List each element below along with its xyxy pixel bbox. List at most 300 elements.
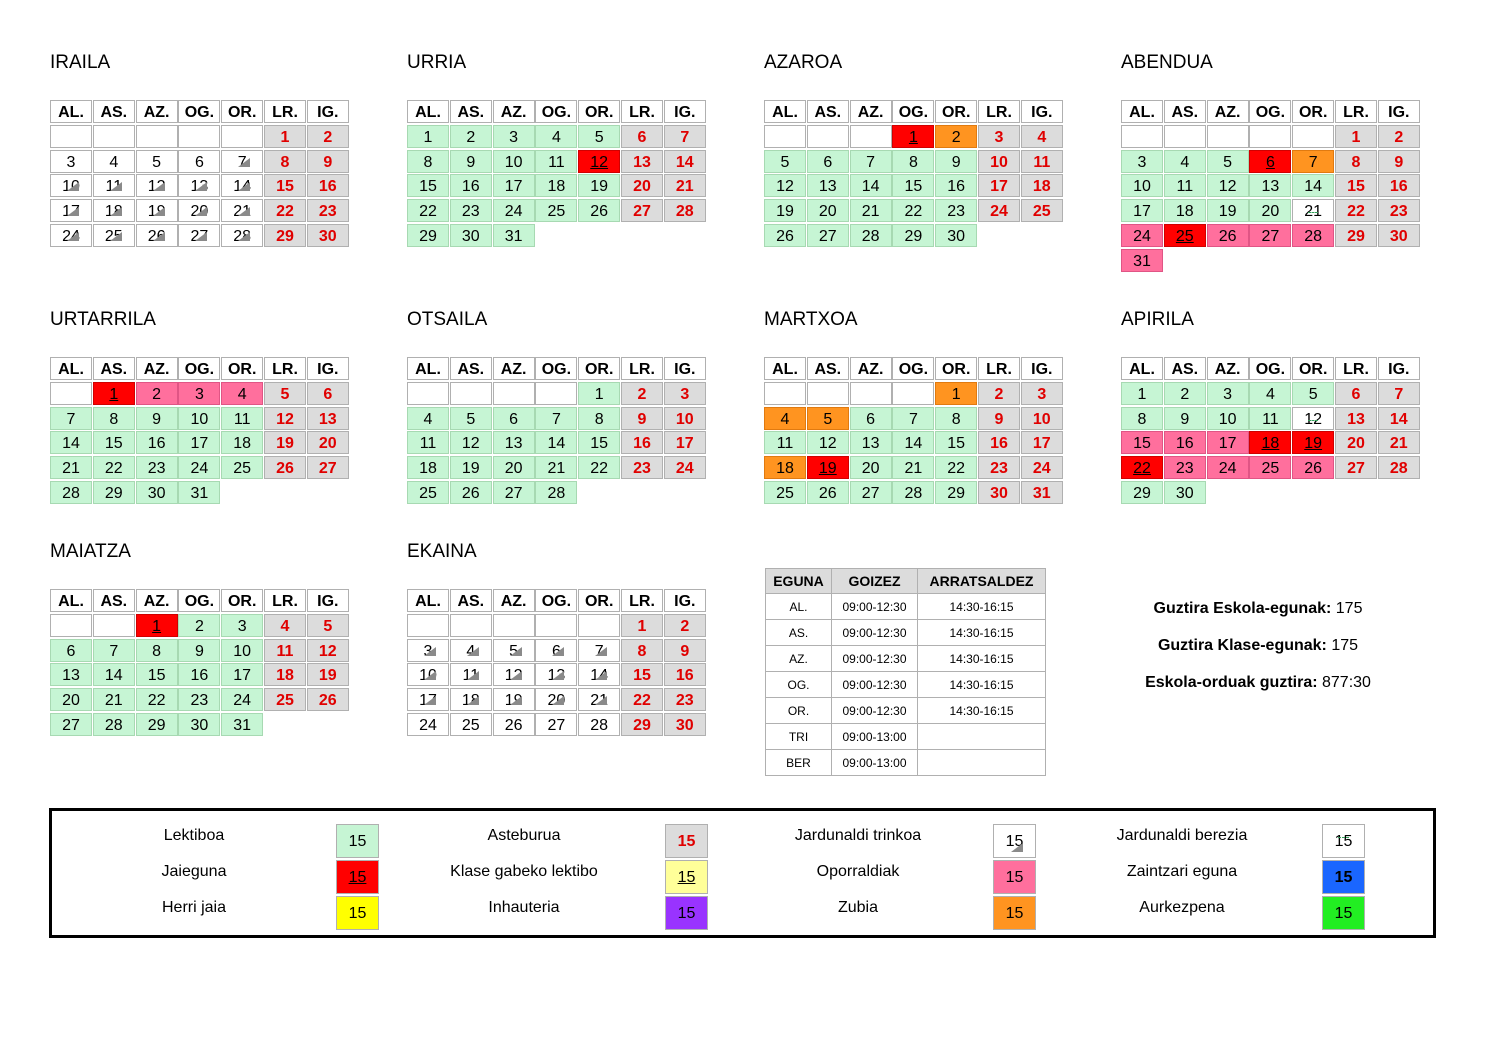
day-cell: 23 [136, 456, 178, 479]
empty-day-cell [807, 382, 849, 405]
day-cell: 19 [264, 431, 306, 454]
day-cell: 6 [850, 407, 892, 430]
day-cell: 28 [664, 199, 706, 222]
day-cell: 8 [93, 407, 135, 430]
day-cell: 25 [1021, 199, 1063, 222]
day-cell: 13 [621, 150, 663, 173]
total-school-hours: Eskola-orduak guztira: 877:30 [1145, 674, 1371, 691]
day-cell: 12 [307, 639, 349, 662]
day-cell: 2 [664, 614, 706, 637]
day-cell: 17 [1121, 199, 1163, 222]
weekday-header: AL. [50, 100, 92, 123]
day-cell: 7 [93, 639, 135, 662]
weekday-header: AL. [1121, 357, 1163, 380]
day-cell: 3 [1121, 150, 1163, 173]
day-cell: 16 [1378, 174, 1420, 197]
day-cell: 19 [450, 456, 492, 479]
day-cell: 24 [1021, 456, 1063, 479]
empty-day-cell [535, 614, 577, 637]
weekday-header: AS. [93, 357, 135, 380]
day-cell: 21 [664, 174, 706, 197]
day-cell: 24 [178, 456, 220, 479]
day-cell: 14 [221, 174, 263, 197]
day-cell: 22 [264, 199, 306, 222]
day-cell: 8 [621, 639, 663, 662]
day-cell: 16 [935, 174, 977, 197]
day-cell: 13 [1335, 407, 1377, 430]
day-cell: 31 [1121, 249, 1163, 272]
schedule-day: AZ. [766, 646, 832, 672]
legend-swatch: 15 [1322, 860, 1365, 894]
day-cell: 1 [407, 125, 449, 148]
day-cell: 20 [1249, 199, 1291, 222]
day-cell: 16 [307, 174, 349, 197]
legend-swatch: 15 [665, 860, 708, 894]
empty-day-cell [93, 614, 135, 637]
day-cell: 8 [935, 407, 977, 430]
day-cell: 6 [807, 150, 849, 173]
day-cell: 9 [978, 407, 1020, 430]
day-cell: 21 [578, 688, 620, 711]
day-cell: 2 [935, 125, 977, 148]
day-cell: 24 [1121, 224, 1163, 247]
day-cell: 25 [264, 688, 306, 711]
day-cell: 12 [136, 174, 178, 197]
day-cell: 9 [935, 150, 977, 173]
day-cell: 30 [136, 481, 178, 504]
schedule-day: AS. [766, 620, 832, 646]
day-cell: 5 [1207, 150, 1249, 173]
empty-day-cell [764, 382, 806, 405]
day-cell: 18 [535, 174, 577, 197]
weekday-header: AZ. [1207, 100, 1249, 123]
day-cell: 14 [93, 663, 135, 686]
day-cell: 3 [493, 125, 535, 148]
day-cell: 20 [178, 199, 220, 222]
schedule-day: OG. [766, 672, 832, 698]
month-title: URRIA [407, 52, 467, 73]
day-cell: 2 [307, 125, 349, 148]
day-cell: 15 [93, 431, 135, 454]
day-cell: 26 [136, 224, 178, 247]
schedule-header-morning: GOIZEZ [832, 569, 918, 594]
day-cell: 19 [493, 688, 535, 711]
day-cell: 10 [664, 407, 706, 430]
schedule-day: AL. [766, 594, 832, 620]
day-cell: 18 [407, 456, 449, 479]
day-cell: 20 [850, 456, 892, 479]
day-cell: 29 [1335, 224, 1377, 247]
day-cell: 4 [1164, 150, 1206, 173]
legend-label: Inhauteria [488, 899, 560, 916]
weekday-header: IG. [1378, 357, 1420, 380]
weekday-header: AL. [407, 357, 449, 380]
day-cell: 10 [178, 407, 220, 430]
legend-label: Aurkezpena [1139, 899, 1225, 916]
day-cell: 21 [535, 456, 577, 479]
schedule-row [766, 698, 1046, 724]
day-cell: 19 [136, 199, 178, 222]
day-cell: 18 [93, 199, 135, 222]
month-title: IRAILA [50, 52, 111, 73]
day-cell: 14 [535, 431, 577, 454]
day-cell: 23 [1378, 199, 1420, 222]
day-cell: 20 [493, 456, 535, 479]
weekday-header: OG. [535, 100, 577, 123]
empty-day-cell [450, 382, 492, 405]
day-cell: 15 [1335, 174, 1377, 197]
day-cell: 4 [221, 382, 263, 405]
day-cell: 5 [307, 614, 349, 637]
day-cell: 5 [807, 407, 849, 430]
empty-day-cell [850, 125, 892, 148]
day-cell: 16 [978, 431, 1020, 454]
schedule-row [766, 594, 1046, 620]
day-cell: 27 [535, 713, 577, 736]
day-cell: 22 [1121, 456, 1163, 479]
day-cell: 25 [764, 481, 806, 504]
weekday-header: AZ. [850, 357, 892, 380]
day-cell: 5 [264, 382, 306, 405]
day-cell: 17 [1021, 431, 1063, 454]
day-cell: 17 [50, 199, 92, 222]
day-cell: 22 [407, 199, 449, 222]
weekday-header: AL. [407, 589, 449, 612]
weekday-header: OR. [221, 100, 263, 123]
legend-swatch: 15 [665, 896, 708, 930]
month-title: MAIATZA [50, 541, 131, 562]
day-cell: 5 [764, 150, 806, 173]
schedule-afternoon [918, 750, 1046, 776]
legend-swatch: 15 [993, 896, 1036, 930]
day-cell: 25 [535, 199, 577, 222]
weekday-header: AS. [450, 357, 492, 380]
legend-label: Klase gabeko lektibo [450, 863, 598, 880]
day-cell: 23 [450, 199, 492, 222]
day-cell: 7 [1292, 150, 1334, 173]
day-cell: 26 [493, 713, 535, 736]
day-cell: 3 [978, 125, 1020, 148]
day-cell: 23 [621, 456, 663, 479]
day-cell: 12 [807, 431, 849, 454]
day-cell: 22 [1335, 199, 1377, 222]
day-cell: 9 [664, 639, 706, 662]
day-cell: 22 [621, 688, 663, 711]
day-cell: 4 [764, 407, 806, 430]
day-cell: 20 [535, 688, 577, 711]
day-cell: 14 [1378, 407, 1420, 430]
day-cell: 15 [136, 663, 178, 686]
day-cell: 28 [50, 481, 92, 504]
month-title: ABENDUA [1121, 52, 1213, 73]
weekday-header: AS. [93, 100, 135, 123]
empty-day-cell [50, 125, 92, 148]
day-cell: 8 [1335, 150, 1377, 173]
day-cell: 18 [221, 431, 263, 454]
day-cell: 27 [307, 456, 349, 479]
day-cell: 16 [136, 431, 178, 454]
schedule-morning: 09:00-12:30 [832, 646, 918, 672]
day-cell: 18 [1249, 431, 1291, 454]
day-cell: 11 [450, 663, 492, 686]
schedule-day: TRI [766, 724, 832, 750]
day-cell: 4 [93, 150, 135, 173]
day-cell: 18 [1164, 199, 1206, 222]
day-cell: 9 [621, 407, 663, 430]
day-cell: 27 [1335, 456, 1377, 479]
weekday-header: OG. [178, 100, 220, 123]
day-cell: 13 [535, 663, 577, 686]
weekday-header: LR. [1335, 100, 1377, 123]
weekday-header: AL. [50, 589, 92, 612]
day-cell: 13 [850, 431, 892, 454]
total-school-days: Guztira Eskola-egunak: 175 [1153, 600, 1363, 617]
day-cell: 21 [850, 199, 892, 222]
empty-day-cell [93, 125, 135, 148]
day-cell: 25 [221, 456, 263, 479]
day-cell: 13 [307, 407, 349, 430]
day-cell: 21 [1292, 199, 1334, 222]
weekday-header: OG. [535, 589, 577, 612]
weekday-header: OR. [221, 357, 263, 380]
schedule-header-row [766, 569, 1046, 594]
day-cell: 3 [664, 382, 706, 405]
day-cell: 13 [50, 663, 92, 686]
day-cell: 20 [807, 199, 849, 222]
empty-day-cell [850, 382, 892, 405]
day-cell: 29 [1121, 481, 1163, 504]
day-cell: 27 [493, 481, 535, 504]
day-cell: 7 [850, 150, 892, 173]
day-cell: 6 [307, 382, 349, 405]
day-cell: 1 [264, 125, 306, 148]
weekday-header: AZ. [136, 589, 178, 612]
day-cell: 27 [850, 481, 892, 504]
day-cell: 6 [621, 125, 663, 148]
day-cell: 4 [450, 639, 492, 662]
day-cell: 14 [1292, 174, 1334, 197]
weekday-header: OR. [1292, 357, 1334, 380]
day-cell: 30 [935, 224, 977, 247]
legend-label: Jardunaldi berezia [1116, 827, 1248, 844]
day-cell: 9 [307, 150, 349, 173]
day-cell: 20 [307, 431, 349, 454]
day-cell: 7 [664, 125, 706, 148]
weekday-header: AZ. [136, 100, 178, 123]
day-cell: 15 [578, 431, 620, 454]
day-cell: 2 [136, 382, 178, 405]
day-cell: 5 [493, 639, 535, 662]
day-cell: 22 [578, 456, 620, 479]
legend-swatch: 15 [1322, 896, 1365, 930]
day-cell: 2 [621, 382, 663, 405]
schedule-morning: 09:00-12:30 [832, 594, 918, 620]
day-cell: 5 [136, 150, 178, 173]
empty-day-cell [807, 125, 849, 148]
day-cell: 15 [935, 431, 977, 454]
day-cell: 1 [621, 614, 663, 637]
empty-day-cell [221, 125, 263, 148]
weekday-header: IG. [664, 589, 706, 612]
day-cell: 17 [1207, 431, 1249, 454]
weekday-header: LR. [264, 100, 306, 123]
day-cell: 17 [221, 663, 263, 686]
day-cell: 25 [93, 224, 135, 247]
schedule-afternoon: 14:30-16:15 [918, 672, 1046, 698]
day-cell: 18 [1021, 174, 1063, 197]
day-cell: 12 [264, 407, 306, 430]
day-cell: 18 [450, 688, 492, 711]
day-cell: 31 [221, 713, 263, 736]
day-cell: 28 [892, 481, 934, 504]
weekday-header: LR. [264, 589, 306, 612]
day-cell: 23 [1164, 456, 1206, 479]
day-cell: 5 [1292, 382, 1334, 405]
weekday-header: LR. [621, 100, 663, 123]
schedule-afternoon: 14:30-16:15 [918, 620, 1046, 646]
day-cell: 27 [178, 224, 220, 247]
day-cell: 28 [93, 713, 135, 736]
day-cell: 4 [1249, 382, 1291, 405]
day-cell: 19 [1292, 431, 1334, 454]
weekday-header: IG. [307, 589, 349, 612]
day-cell: 15 [1121, 431, 1163, 454]
day-cell: 25 [1249, 456, 1291, 479]
schedule-header-day: EGUNA [766, 569, 832, 594]
day-cell: 15 [264, 174, 306, 197]
day-cell: 24 [664, 456, 706, 479]
schedule-afternoon: 14:30-16:15 [918, 646, 1046, 672]
day-cell: 21 [93, 688, 135, 711]
day-cell: 2 [1164, 382, 1206, 405]
day-cell: 25 [1164, 224, 1206, 247]
day-cell: 23 [307, 199, 349, 222]
day-cell: 12 [1292, 407, 1334, 430]
day-cell: 27 [1249, 224, 1291, 247]
weekday-header: OR. [935, 100, 977, 123]
day-cell: 10 [1121, 174, 1163, 197]
day-cell: 12 [493, 663, 535, 686]
day-cell: 25 [407, 481, 449, 504]
day-cell: 13 [1249, 174, 1291, 197]
month-title: MARTXOA [764, 309, 858, 330]
day-cell: 1 [136, 614, 178, 637]
day-cell: 20 [621, 174, 663, 197]
day-cell: 17 [978, 174, 1020, 197]
day-cell: 24 [978, 199, 1020, 222]
day-cell: 16 [1164, 431, 1206, 454]
day-cell: 12 [578, 150, 620, 173]
schedule-header-afternoon: ARRATSALDEZ [918, 569, 1046, 594]
empty-day-cell [493, 382, 535, 405]
day-cell: 18 [264, 663, 306, 686]
day-cell: 6 [1249, 150, 1291, 173]
day-cell: 4 [264, 614, 306, 637]
day-cell: 30 [178, 713, 220, 736]
weekday-header: AL. [50, 357, 92, 380]
day-cell: 10 [407, 663, 449, 686]
day-cell: 28 [1292, 224, 1334, 247]
schedule-afternoon: 14:30-16:15 [918, 698, 1046, 724]
empty-day-cell [1121, 125, 1163, 148]
weekday-header: OR. [1292, 100, 1334, 123]
schedule-row [766, 646, 1046, 672]
day-cell: 22 [136, 688, 178, 711]
day-cell: 23 [664, 688, 706, 711]
day-cell: 14 [578, 663, 620, 686]
legend-swatch: 15 [336, 860, 379, 894]
weekday-header: AS. [807, 100, 849, 123]
day-cell: 8 [407, 150, 449, 173]
day-cell: 28 [850, 224, 892, 247]
day-cell: 23 [178, 688, 220, 711]
legend-label: Asteburua [487, 827, 561, 844]
day-cell: 14 [50, 431, 92, 454]
day-cell: 28 [221, 224, 263, 247]
day-cell: 24 [407, 713, 449, 736]
day-cell: 28 [1378, 456, 1420, 479]
schedule-morning: 09:00-13:00 [832, 750, 918, 776]
day-cell: 7 [535, 407, 577, 430]
weekday-header: AS. [450, 100, 492, 123]
legend-box [49, 808, 1436, 938]
month-title: AZAROA [764, 52, 843, 73]
day-cell: 7 [221, 150, 263, 173]
weekday-header: IG. [307, 100, 349, 123]
weekday-header: OG. [1249, 100, 1291, 123]
weekday-header: AL. [764, 357, 806, 380]
day-cell: 1 [1335, 125, 1377, 148]
day-cell: 24 [221, 688, 263, 711]
day-cell: 24 [493, 199, 535, 222]
day-cell: 30 [1164, 481, 1206, 504]
day-cell: 18 [764, 456, 806, 479]
day-cell: 3 [221, 614, 263, 637]
day-cell: 21 [221, 199, 263, 222]
day-cell: 30 [450, 224, 492, 247]
weekday-header: OG. [178, 589, 220, 612]
day-cell: 3 [1207, 382, 1249, 405]
month-title: OTSAILA [407, 309, 488, 330]
day-cell: 29 [892, 224, 934, 247]
empty-day-cell [407, 614, 449, 637]
total-class-days: Guztira Klase-egunak: 175 [1157, 637, 1359, 654]
weekday-header: OG. [178, 357, 220, 380]
day-cell: 11 [764, 431, 806, 454]
day-cell: 12 [764, 174, 806, 197]
day-cell: 11 [1164, 174, 1206, 197]
legend-swatch: 15 [993, 860, 1036, 894]
day-cell: 17 [178, 431, 220, 454]
day-cell: 30 [978, 481, 1020, 504]
day-cell: 11 [1021, 150, 1063, 173]
weekday-header: AS. [1164, 100, 1206, 123]
month-title: APIRILA [1121, 309, 1194, 330]
weekday-header: IG. [1378, 100, 1420, 123]
day-cell: 3 [178, 382, 220, 405]
empty-day-cell [1207, 125, 1249, 148]
weekday-header: LR. [978, 100, 1020, 123]
day-cell: 4 [1021, 125, 1063, 148]
day-cell: 28 [578, 713, 620, 736]
day-cell: 2 [978, 382, 1020, 405]
schedule-morning: 09:00-12:30 [832, 672, 918, 698]
day-cell: 26 [450, 481, 492, 504]
schedule-day: BER [766, 750, 832, 776]
day-cell: 26 [578, 199, 620, 222]
day-cell: 11 [264, 639, 306, 662]
day-cell: 19 [807, 456, 849, 479]
